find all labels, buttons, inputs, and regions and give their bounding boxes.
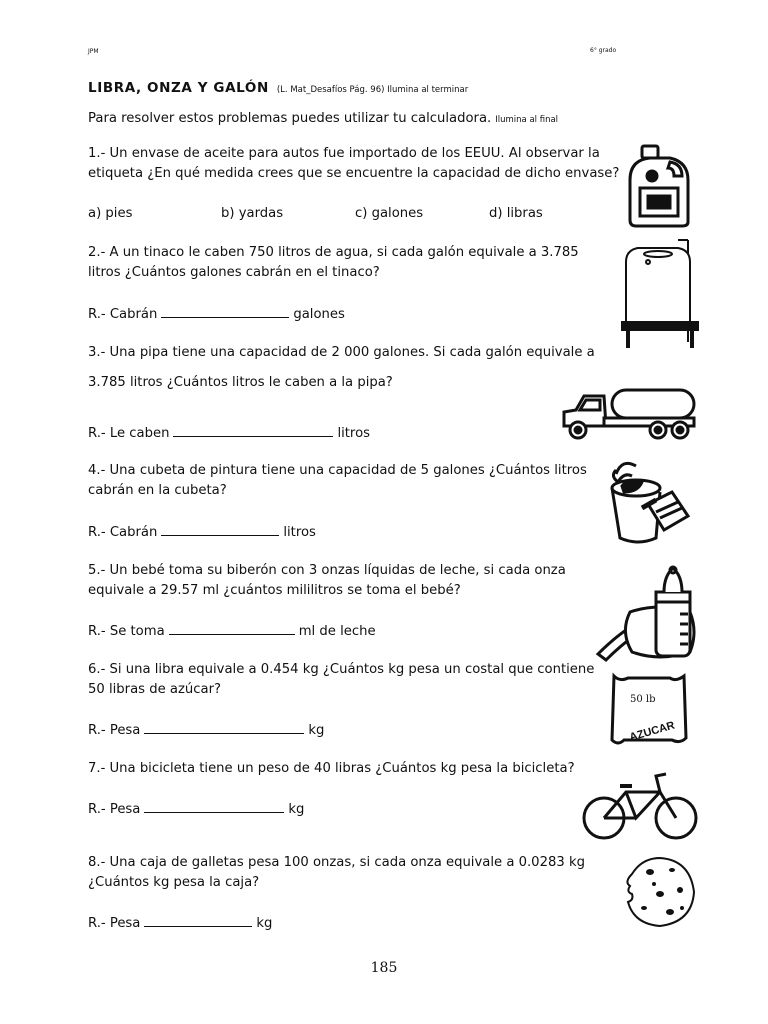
- question-4-line2: cabrán en la cubeta?: [88, 483, 227, 498]
- bag-weight-label: 50 lb: [630, 694, 656, 705]
- question-5: [88, 561, 566, 601]
- answer-5-blank[interactable]: [169, 622, 295, 635]
- answer-7-prefix: R.- Pesa: [88, 802, 141, 817]
- water-tank-icon: [618, 232, 704, 350]
- answer-3: [88, 424, 370, 441]
- answer-6-suffix: kg: [308, 723, 325, 738]
- bicycle-icon: [580, 768, 702, 844]
- intro-text: Para resolver estos problemas puedes utilizar tu calculadora.: [88, 111, 492, 126]
- answer-4: [88, 523, 316, 540]
- oil-jug-icon: [622, 140, 698, 230]
- header-right: 6° grado: [590, 47, 617, 54]
- answer-7-blank[interactable]: [144, 800, 284, 813]
- answer-5-suffix: ml de leche: [298, 624, 376, 639]
- answer-8-suffix: kg: [256, 916, 273, 931]
- page-number: 185: [370, 960, 398, 976]
- question-8: [88, 853, 585, 893]
- answer-7: [88, 800, 304, 817]
- question-8-line2: ¿Cuántos kg pesa la caja?: [88, 875, 260, 890]
- question-2: [88, 243, 579, 283]
- sugar-sack-icon: [604, 668, 692, 748]
- question-4-line1: 4.- Una cubeta de pintura tiene una capacidad de 5 galones ¿Cuántos litros: [88, 463, 587, 478]
- answer-7-suffix: kg: [288, 802, 305, 817]
- answer-5: [88, 622, 376, 639]
- question-1-line2: etiqueta ¿En qué medida crees que se encuentre la capacidad de dicho envase?: [88, 166, 620, 181]
- title-main: LIBRA, ONZA Y GALÓN: [88, 80, 269, 96]
- question-4: [88, 461, 587, 501]
- question-3-line1: 3.- Una pipa tiene una capacidad de 2 000 galones. Si cada galón equivale a: [88, 345, 595, 360]
- question-6: [88, 660, 594, 700]
- option-d: d) libras: [489, 206, 543, 221]
- option-c: c) galones: [355, 206, 424, 221]
- question-5-line2: equivale a 29.57 ml ¿cuántos mililitros se toma el bebé?: [88, 583, 461, 598]
- question-7-line1: 7.- Una bicicleta tiene un peso de 40 libras ¿Cuántos kg pesa la bicicleta?: [88, 761, 575, 776]
- answer-3-suffix: litros: [337, 426, 371, 441]
- question-5-line1: 5.- Un bebé toma su biberón con 3 onzas líquidas de leche, si cada onza: [88, 563, 566, 578]
- answer-4-suffix: litros: [283, 525, 316, 540]
- question-6-line2: 50 libras de azúcar?: [88, 682, 222, 697]
- baby-bottle-icon: [590, 562, 700, 664]
- answer-6-blank[interactable]: [144, 721, 304, 734]
- answer-6: [88, 721, 324, 738]
- question-8-line1: 8.- Una caja de galletas pesa 100 onzas, si cada onza equivale a 0.0283 kg: [88, 855, 585, 870]
- paint-bucket-icon: [602, 452, 694, 548]
- question-2-line2: litros ¿Cuántos galones cabrán en el tinaco?: [88, 265, 380, 280]
- question-3-line2: 3.785 litros ¿Cuántos litros le caben a la pipa?: [88, 375, 393, 390]
- question-2-line1: 2.- A un tinaco le caben 750 litros de agua, si cada galón equivale a 3.785: [88, 245, 579, 260]
- intro: [88, 111, 558, 126]
- answer-2-blank[interactable]: [161, 305, 289, 318]
- question-6-line1: 6.- Si una libra equivale a 0.454 kg ¿Cuántos kg pesa un costal que contiene: [88, 662, 595, 677]
- title-reference: (L. Mat_Desafíos Pág. 96) Ilumina al terminar: [276, 85, 469, 95]
- answer-6-prefix: R.- Pesa: [88, 723, 141, 738]
- intro-note: Ilumina al final: [495, 115, 559, 125]
- answer-4-prefix: R.- Cabrán: [88, 525, 158, 540]
- cookie-icon: [620, 852, 700, 932]
- tanker-truck-icon: [558, 382, 698, 442]
- answer-4-blank[interactable]: [161, 523, 279, 536]
- question-1: [88, 144, 619, 184]
- answer-8-blank[interactable]: [144, 914, 252, 927]
- option-a: a) pies: [88, 206, 133, 221]
- answer-8: [88, 914, 272, 931]
- answer-2-prefix: R.- Cabrán: [88, 307, 158, 322]
- question-1-line1: 1.- Un envase de aceite para autos fue importado de los EEUU. Al observar la: [88, 146, 600, 161]
- page-title: [88, 80, 468, 96]
- answer-2-suffix: galones: [293, 307, 345, 322]
- answer-8-prefix: R.- Pesa: [88, 916, 141, 931]
- answer-2: [88, 305, 345, 322]
- answer-3-prefix: R.- Le caben: [88, 426, 170, 441]
- bag-label: AZUCAR: [628, 719, 677, 744]
- answer-5-prefix: R.- Se toma: [88, 624, 165, 639]
- answer-3-blank[interactable]: [173, 424, 333, 437]
- header-left: JPM: [88, 48, 99, 55]
- option-b: b) yardas: [221, 206, 284, 221]
